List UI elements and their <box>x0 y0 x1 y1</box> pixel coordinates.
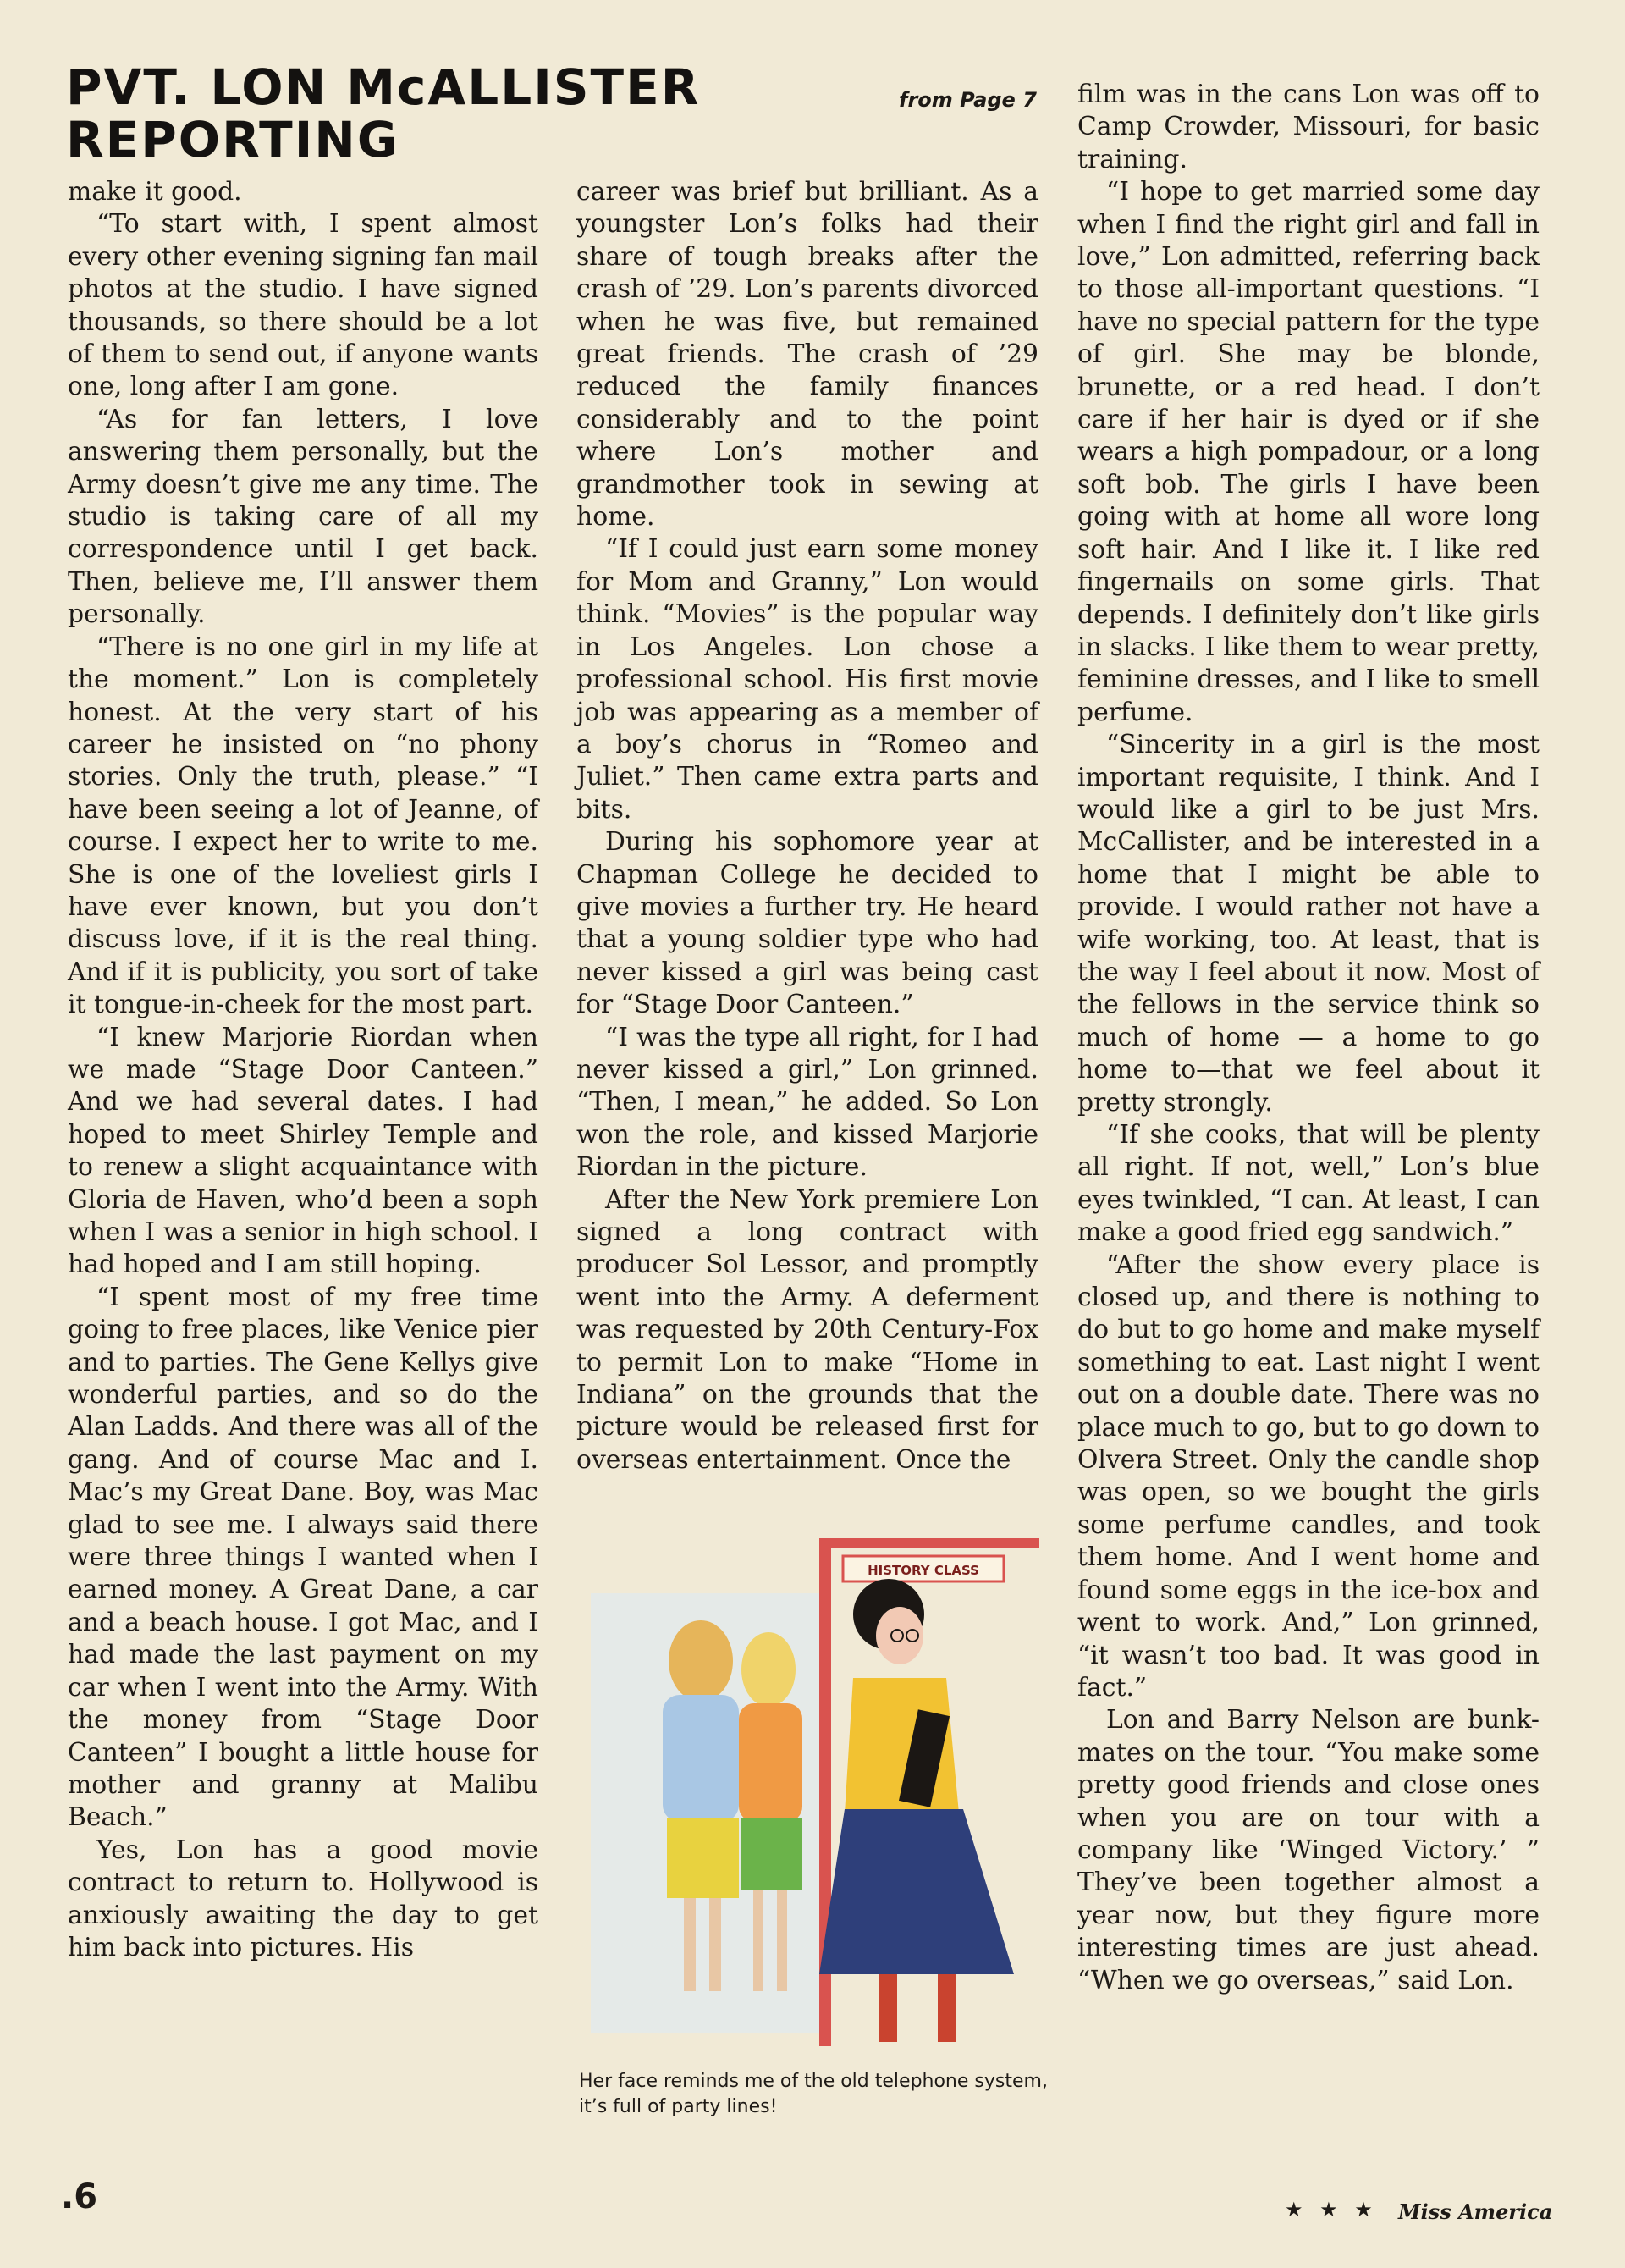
woman-boot <box>938 1974 956 2042</box>
paragraph: “I was the type all right, for I had never kissed a girl,” Lon grinned. “Then, I mean,” he added. So Lon won the role, and kissed Marjorie Riordan in the picture. <box>576 1022 1038 1183</box>
magazine-name: Miss America <box>1398 2199 1553 2224</box>
paragraph: “If I could just earn some money for Mom and Granny,” Lon would think. “Movies” is the popular way in Los Angeles. Lon chose a professional school. His first movie job was appearing as a member of a boy’s chorus in “Romeo and Juliet.” Then came extra parts and bits. <box>576 534 1038 825</box>
paragraph: “I spent most of my free time going to free places, like Venice pier and to parties. The Gene Kellys give wonderful parties, and so do the Alan Ladds. And there was all of the gang. And of course Mac and I. Mac’s my Great Dane. Boy, was Mac glad to see me. I always said there were three things I wanted when I earned money. A Great Dane, a car and a beach house. I got Mac, and I had made the last payment on my car when I went into the Army. With the money from “Stage Door Canteen” I bought a little house for mother and granny at Malibu Beach.” <box>68 1282 538 1833</box>
article-title <box>66 58 828 168</box>
title-line-1: PVT. LON McALLISTER <box>66 58 701 116</box>
girl-1-leg <box>684 1898 696 1991</box>
paragraph: During his sophomore year at Chapman College he decided to give movies a further try. He heard that a young soldier type who had never kissed a girl was being cast for “Stage Door Canteen.” <box>576 827 1038 1020</box>
paragraph: “I knew Marjorie Riordan when we made “Stage Door Canteen.” And we had several dates. I had hoped to meet Shirley Temple and to renew a slight acquaintance with Gloria de Haven, who’d been a soph when I was a senior in high school. I had hoped and I am still hoping. <box>68 1022 538 1280</box>
star-icon: ★ ★ ★ <box>1285 2198 1378 2221</box>
paragraph: “If she cooks, that will be plenty all right. If not, well,” Lon’s blue eyes twinkled, “I can. At least, I can make a good fried egg sandwich.” <box>1077 1120 1540 1248</box>
woman-boot <box>879 1974 897 2042</box>
text-column-1 <box>68 176 538 1964</box>
paragraph: “I hope to get married some day when I find the right girl and fall in love,” Lon admitted, referring back to those all-important questions. “I have no special pattern for the type of girl. She may be blonde, brunette, or a red head. I don’t care if her hair is dyed or if she wears a high pompadour, or a long soft bob. The girls I have been going with at home all wore long soft hair. And I like it. I like red fingernails on some girls. That depends. I definitely don’t like girls in slacks. I like them to wear pretty, feminine dresses, and I like to smell perfume. <box>1077 177 1540 727</box>
paragraph: Lon and Barry Nelson are bunk-mates on the tour. “You make some pretty good friends and close ones when you are on tour with a company like ‘Winged Victory.’ ” They’ve been together almost a year now, but they figure more interesting times are just ahead. “When we go overseas,” said Lon. <box>1077 1705 1540 1995</box>
girl-1-leg <box>709 1898 721 1991</box>
woman-face <box>876 1607 923 1664</box>
door-lintel <box>819 1538 1039 1548</box>
girl-2-leg <box>777 1890 787 1991</box>
girl-1-skirt <box>667 1818 739 1898</box>
paragraph: make it good. <box>68 177 242 207</box>
paragraph: “After the show every place is closed up, and there is nothing to do but to go home and make myself something to eat. Last night I went out on a double date. There was no place much to go, but to go down to Olvera Street. Only the candle shop was open, so we bought the girls some perfume candles, and took them home. And I went home and found some eggs in the ice-box and went to work. And,” Lon grinned, “it wasn’t too bad. It was good in fact.” <box>1077 1250 1540 1702</box>
paragraph: “Sincerity in a girl is the most important requisite, I think. And I would like a girl to be just Mrs. McCallister, and be interested in a home that I might be able to provide. I would rather not have a wife working, too. At least, that is the way I feel about it now. Most of the fellows in the service think so much of home — a home to go home to—that we feel about it pretty strongly. <box>1077 730 1540 1117</box>
girl-1-sweater <box>663 1695 739 1822</box>
paragraph: Yes, Lon has a good movie contract to return to. Hollywood is anxiously awaiting the day to get him back into pictures. His <box>68 1835 538 1962</box>
girl-2-skirt <box>741 1818 802 1890</box>
paragraph: “There is no one girl in my life at the moment.” Lon is completely honest. At the very start of his career he insisted on “no phony stories. Only the truth, please.” “I have been seeing a lot of Jeanne, of course. I expect her to write to me. She is one of the loveliest girls I have ever known, but you don’t discuss love, if it is the real thing. And if it is publicity, you sort of take it tongue-in-cheek for the most part. <box>68 632 538 1020</box>
text-column-2 <box>576 176 1038 1476</box>
girl-2-hair <box>741 1632 796 1707</box>
sign-text: HISTORY CLASS <box>868 1563 979 1578</box>
cartoon-illustration <box>574 1534 1044 2059</box>
page-number: .6 <box>61 2177 98 2216</box>
girl-1-hair <box>669 1620 733 1702</box>
paragraph: “As for fan letters, I love answering them personally, but the Army doesn’t give me any time. The studio is taking care of all my correspondence until I get back. Then, believe me, I’ll answer them personally. <box>68 404 538 630</box>
text-column-3 <box>1077 79 1540 1997</box>
illustration-caption: Her face reminds me of the old telephone system, it’s full of party lines! <box>579 2071 1048 2117</box>
continued-from-page: from Page 7 <box>899 88 1037 112</box>
paragraph: film was in the cans Lon was off to Camp Crowder, Missouri, for basic training. <box>1077 80 1540 174</box>
girl-2-leg <box>753 1890 763 1991</box>
paragraph: career was brief but brilliant. As a youngster Lon’s folks had their share of tough breaks after the crash of ’29. Lon’s parents divorced when he was five, but remained great friends. The crash of ’29 reduced the family finances considerably and to the point where Lon’s mother and grandmother took in sewing at home. <box>576 177 1038 533</box>
girl-2-sweater <box>739 1703 802 1822</box>
paragraph: “To start with, I spent almost every other evening signing fan mail photos at the studio. I have signed thousands, so there should be a lot of them to send out, if anyone wants one, long after I am gone. <box>68 209 538 402</box>
paragraph: After the New York premiere Lon signed a long contract with producer Sol Lessor, and promptly went into the Army. A deferment was requested by 20th Century-Fox to permit Lon to make “Home in Indiana” on the grounds that the picture would be released first for overseas entertainment. Once the <box>576 1184 1038 1475</box>
title-line-2: REPORTING <box>66 111 399 168</box>
woman-skirt <box>819 1809 1014 1974</box>
